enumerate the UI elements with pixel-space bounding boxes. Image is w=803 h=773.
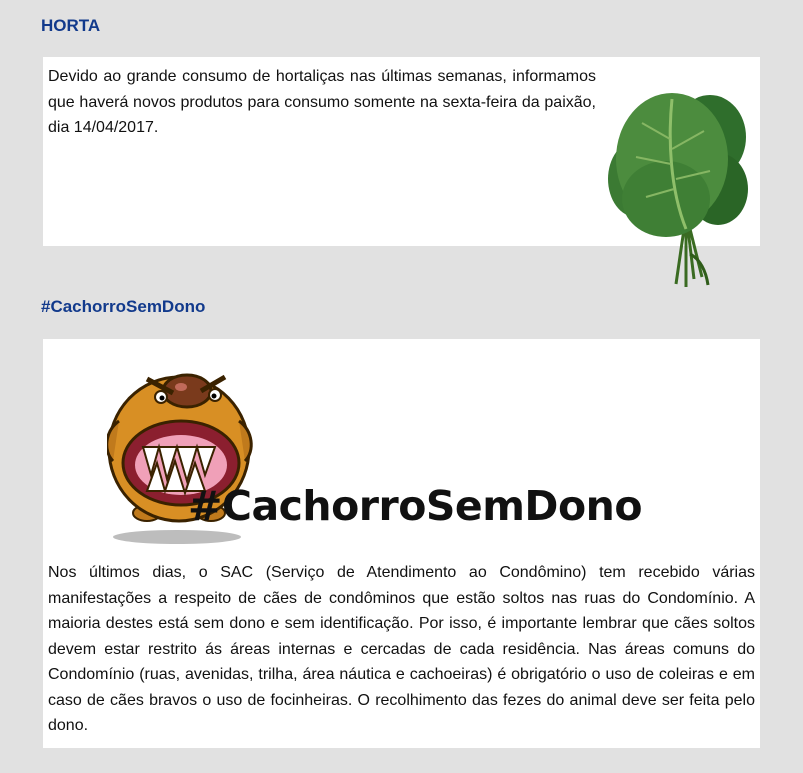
cachorro-card: [43, 339, 760, 748]
section-title-horta: HORTA: [41, 16, 101, 35]
cachorro-text: Nos últimos dias, o SAC (Serviço de Atendimento ao Condômino) tem recebido várias manifestações a respeito de cães de condôminos que estão soltos nas ruas do Condomínio. A maioria destes está sem dono e sem identificação. Por isso, é importante lembrar que cães soltos devem estar restrito ás áreas internas e cercadas de cada residência. Nas áreas comuns do Condomínio (ruas, avenidas, trilha, área náutica e cachoeiras) é obrigatório o uso de coleiras e em caso de cães bravos o uso de focinheiras. O recolhimento das fezes do animal deve ser feita pelo dono.: [48, 564, 755, 734]
horta-card: [43, 57, 760, 246]
cachorro-banner-text: #CachorroSemDono: [188, 482, 642, 530]
horta-text: Devido ao grande consumo de hortaliças nas últimas semanas, informamos que haverá novos produtos para consumo somente na sexta-feira da paixão, dia 14/04/2017.: [48, 68, 596, 136]
section-title-cachorro: #CachorroSemDono: [41, 297, 206, 316]
kale-leaves-image: [606, 79, 754, 291]
